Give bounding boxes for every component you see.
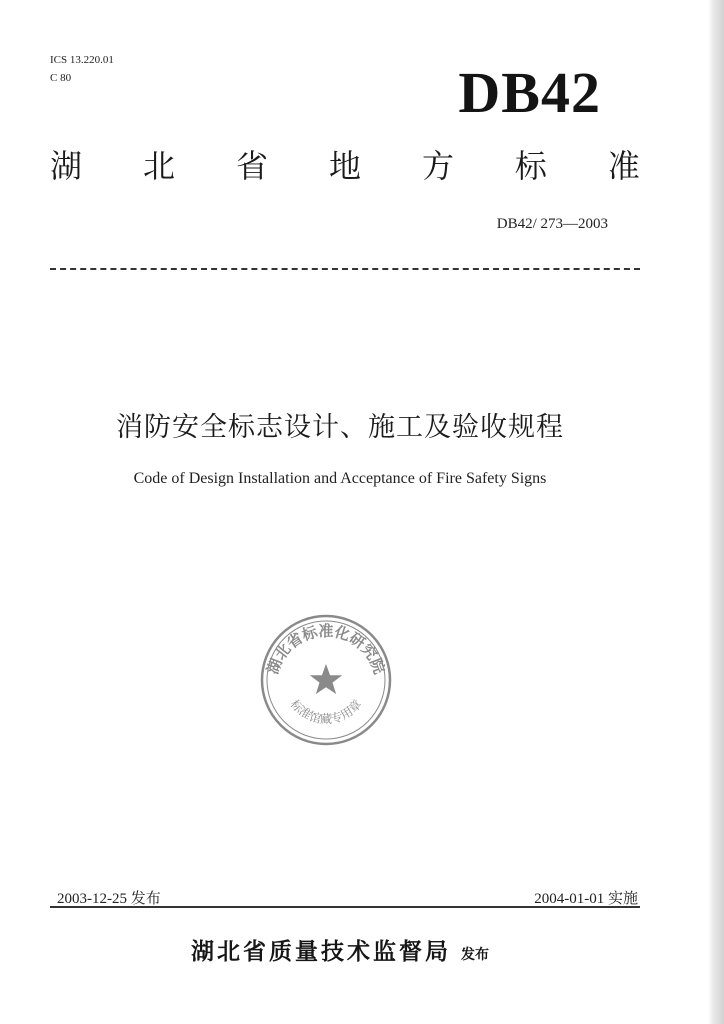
issue-date: 2003-12-25 发布	[57, 891, 161, 907]
standard-type-char: 湖	[50, 147, 83, 185]
standard-type-heading	[50, 147, 640, 185]
ics-code: ICS 13.220.01	[50, 54, 114, 66]
standard-type-char: 北	[142, 147, 175, 185]
standard-type-char: 准	[607, 147, 640, 185]
standard-type-char: 省	[235, 147, 268, 185]
header-divider	[50, 268, 640, 270]
issuer-suffix: 发布	[461, 947, 489, 963]
standard-type-char: 地	[328, 147, 361, 185]
issuer-line	[0, 933, 680, 966]
standard-type-char: 方	[421, 147, 454, 185]
standard-number: DB42/ 273—2003	[496, 216, 608, 232]
scan-edge-shadow	[708, 0, 724, 1024]
seal-lower-text: 标准馆藏专用章	[287, 697, 365, 727]
standard-type-char: 标	[514, 147, 547, 185]
implementation-date: 2004-01-01 实施	[534, 891, 638, 907]
star-icon	[310, 664, 342, 694]
footer-divider	[50, 906, 640, 908]
document-title-english: Code of Design Installation and Acceptance of Fire Safety Signs	[133, 470, 547, 487]
library-seal-stamp	[258, 612, 394, 748]
standard-logo: DB42	[458, 60, 601, 125]
document-title-chinese: 消防安全标志设计、施工及验收规程	[116, 412, 564, 443]
seal-upper-text: 湖北省标准化研究院	[263, 622, 389, 677]
issuer-name: 湖北省质量技术监督局	[191, 938, 451, 965]
ccs-code: C 80	[50, 72, 72, 84]
